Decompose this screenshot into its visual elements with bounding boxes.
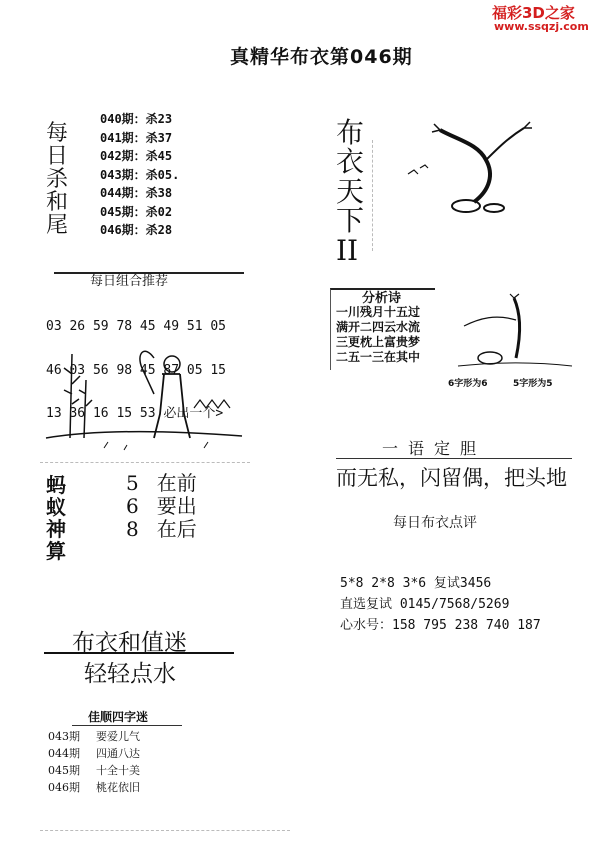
buyi-label-char: 布	[336, 116, 365, 149]
four-char-period: 043期	[48, 730, 80, 743]
buyi-label-char: II	[336, 233, 359, 267]
buyi-label-char: 下	[336, 204, 365, 238]
four-char-rule	[72, 725, 182, 726]
poem-line: 满开二四云水流	[336, 320, 421, 334]
buyi-label-char: 衣	[336, 145, 365, 179]
ant-row	[126, 472, 197, 495]
daily-kill-row: 041期：杀37	[100, 130, 173, 145]
ant-text: 要出	[156, 494, 197, 518]
poem-lines	[336, 305, 420, 365]
four-char-text: 四通八达	[96, 747, 140, 760]
ant-row	[126, 518, 197, 541]
four-char-list	[48, 728, 140, 796]
four-char-row	[48, 762, 140, 779]
comment-line: 心水号：158 795 238 740 187	[340, 618, 541, 633]
poem-title: 分析诗	[362, 291, 402, 306]
ant-text: 在前	[156, 471, 197, 495]
yiyu-rule	[336, 458, 572, 459]
ant-label-char: 算	[46, 539, 66, 563]
dashed-divider	[40, 462, 250, 463]
ant-text: 在后	[156, 517, 197, 541]
ant-row	[126, 495, 197, 518]
mi-line-1: 布衣和值迷	[72, 630, 187, 656]
poem-line: 一川残月十五过	[336, 305, 421, 319]
daily-kill-row: 046期：杀28	[100, 223, 173, 237]
ant-label-char: 蚁	[46, 495, 66, 519]
ant-label	[46, 474, 66, 562]
yiyu-label: 一语定胆	[382, 439, 487, 458]
four-char-row	[48, 745, 140, 762]
poem-line: 三更枕上富贵梦	[336, 335, 421, 349]
poem-note: 5字形为5	[513, 379, 553, 389]
combo-title: 每日组合推荐	[90, 274, 169, 289]
buyi-label-char: 天	[336, 174, 365, 208]
buyi-label	[336, 118, 364, 265]
ant-predictions	[126, 472, 197, 541]
page-title: 真精华布衣第046期	[230, 46, 413, 68]
farmer-sketch-illustration	[44, 334, 244, 456]
four-char-text: 要爱儿气	[96, 730, 140, 743]
ant-num: 6	[126, 494, 139, 518]
tree-sketch-illustration	[398, 110, 548, 220]
yiyu-text: 而无私，闪留偶，把头地	[336, 466, 567, 490]
combo-row: 46 03 56 98 45 87 05 15	[46, 362, 227, 378]
daily-kill-row: 043期：杀05.	[100, 167, 180, 182]
brand-url[interactable]: www.ssqzj.com	[494, 20, 589, 33]
ant-label-char: 神	[46, 517, 66, 541]
daily-kill-row: 044期：杀38	[100, 186, 173, 200]
ant-num: 5	[126, 471, 139, 495]
daily-kill-label-char: 和	[46, 190, 69, 216]
ant-label-char: 蚂	[46, 473, 66, 497]
poem-note: 6字形为6	[448, 379, 488, 389]
daily-kill-row: 045期：杀02	[100, 204, 173, 219]
four-char-row	[48, 779, 140, 796]
daily-kill-row: 042期：杀45	[100, 149, 173, 163]
brand-name: 福彩3D之家	[492, 4, 575, 22]
comment-line: 5*8 2*8 3*6 复试3456	[340, 576, 492, 591]
daily-kill-label	[46, 122, 68, 237]
poem-line: 二五一三在其中	[336, 350, 421, 364]
four-char-title: 佳顺四字迷	[88, 710, 149, 724]
combo-row: 03 26 59 78 45 49 51 05	[46, 319, 227, 334]
comment-title: 每日布衣点评	[393, 515, 477, 531]
daily-kill-list	[100, 110, 179, 240]
comment-line: 直选复试 0145/7568/5269	[340, 597, 510, 612]
four-char-text: 桃花依旧	[96, 781, 140, 794]
mi-rule	[44, 652, 234, 654]
four-char-period: 044期	[48, 747, 80, 760]
dashed-divider	[40, 830, 290, 831]
daily-kill-label-char: 日	[46, 144, 69, 170]
four-char-period: 045期	[48, 764, 80, 777]
four-char-period: 046期	[48, 781, 80, 794]
daily-kill-label-char: 尾	[46, 213, 69, 239]
daily-kill-label-char: 每	[46, 121, 69, 146]
combo-row: 13 36 16 15 53 必出一个>	[46, 406, 224, 421]
four-char-text: 十全十美	[96, 764, 140, 777]
daily-kill-row: 040期：杀23	[100, 112, 173, 126]
daily-kill-label-char: 杀	[46, 167, 69, 193]
mi-line-2: 轻轻点水	[84, 661, 176, 687]
tree-sketch-illustration-2	[456, 290, 574, 372]
ant-num: 8	[126, 517, 139, 541]
four-char-row	[48, 728, 140, 745]
